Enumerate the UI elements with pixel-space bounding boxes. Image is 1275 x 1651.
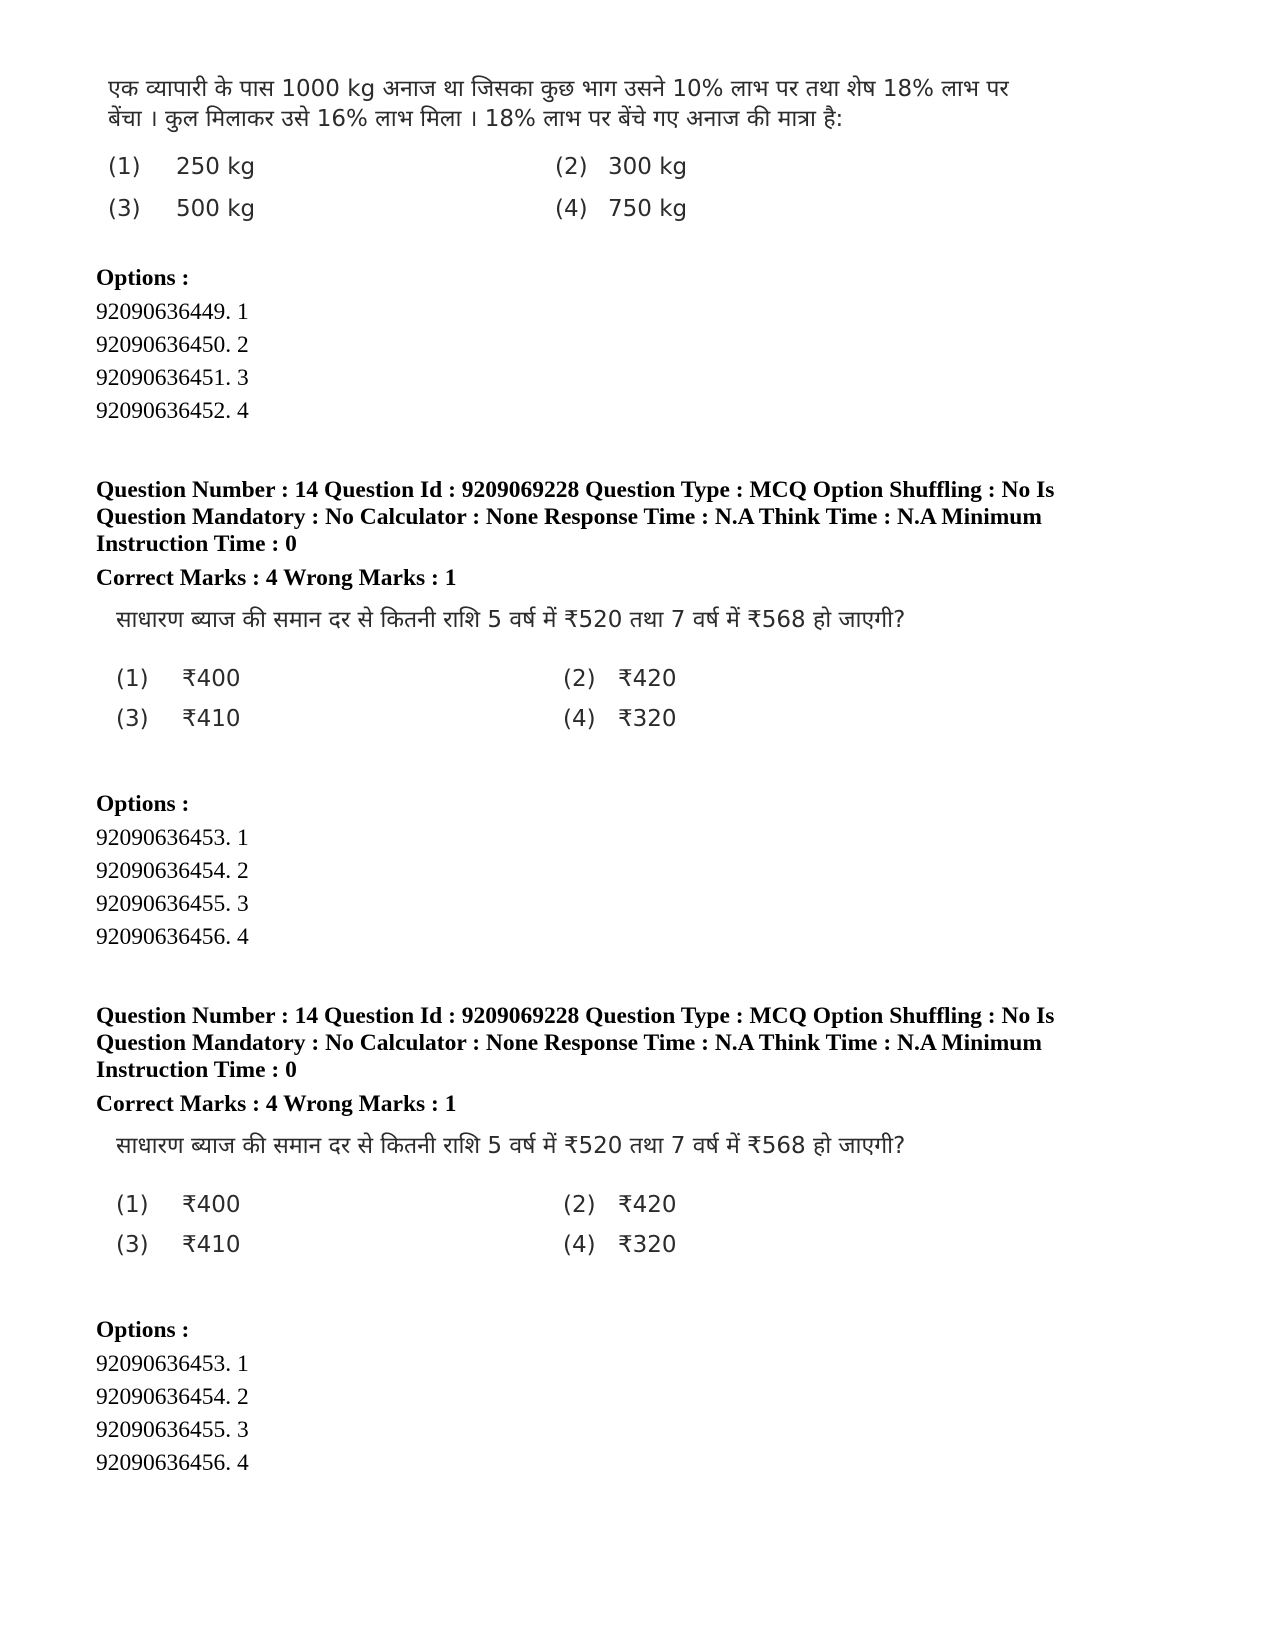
- question-meta-line: Question Number : 14 Question Id : 9209069228 Question Type : MCQ Option Shuffling : No Is: [96, 477, 1055, 503]
- choice-value: ₹400: [182, 1192, 241, 1218]
- choice-value: ₹410: [182, 706, 241, 732]
- choice-number: (3): [108, 196, 141, 222]
- option-id-line: 92090636456. 4: [96, 1450, 249, 1476]
- option-id-line: 92090636454. 2: [96, 1384, 249, 1410]
- question-meta-line: Instruction Time : 0: [96, 531, 297, 557]
- question-text-line: साधारण ब्याज की समान दर से कितनी राशि 5 वर्ष में ₹520 तथा 7 वर्ष में ₹568 हो जाएगी?: [116, 1133, 906, 1159]
- question-meta-line: Question Mandatory : No Calculator : None Response Time : N.A Think Time : N.A Minimum: [96, 504, 1042, 530]
- choice-number: (4): [563, 706, 596, 732]
- question-meta-line: Question Mandatory : No Calculator : None Response Time : N.A Think Time : N.A Minimum: [96, 1030, 1042, 1056]
- choice-value: 250 kg: [176, 154, 256, 180]
- marks-line: Correct Marks : 4 Wrong Marks : 1: [96, 1091, 457, 1117]
- choice-number: (1): [116, 1192, 149, 1218]
- choice-number: (1): [116, 666, 149, 692]
- option-id-line: 92090636456. 4: [96, 924, 249, 950]
- choice-number: (2): [563, 666, 596, 692]
- choice-number: (3): [116, 706, 149, 732]
- choice-value: 300 kg: [608, 154, 688, 180]
- choice-value: ₹400: [182, 666, 241, 692]
- choice-number: (4): [555, 196, 588, 222]
- option-id-line: 92090636454. 2: [96, 858, 249, 884]
- options-label: Options :: [96, 265, 190, 291]
- option-id-line: 92090636451. 3: [96, 365, 249, 391]
- choice-value: 750 kg: [608, 196, 688, 222]
- choice-value: ₹410: [182, 1232, 241, 1258]
- question-text-line: एक व्यापारी के पास 1000 kg अनाज था जिसका कुछ भाग उसने 10% लाभ पर तथा शेष 18% लाभ पर: [108, 76, 1009, 102]
- options-label: Options :: [96, 791, 190, 817]
- option-id-line: 92090636449. 1: [96, 299, 249, 325]
- choice-value: 500 kg: [176, 196, 256, 222]
- option-id-line: 92090636453. 1: [96, 825, 249, 851]
- option-id-line: 92090636455. 3: [96, 891, 249, 917]
- choice-number: (2): [563, 1192, 596, 1218]
- option-id-line: 92090636450. 2: [96, 332, 249, 358]
- choice-number: (3): [116, 1232, 149, 1258]
- question-meta-line: Instruction Time : 0: [96, 1057, 297, 1083]
- question-meta-line: Question Number : 14 Question Id : 9209069228 Question Type : MCQ Option Shuffling : No Is: [96, 1003, 1055, 1029]
- marks-line: Correct Marks : 4 Wrong Marks : 1: [96, 565, 457, 591]
- question-text-line: साधारण ब्याज की समान दर से कितनी राशि 5 वर्ष में ₹520 तथा 7 वर्ष में ₹568 हो जाएगी?: [116, 607, 906, 633]
- choice-number: (2): [555, 154, 588, 180]
- choice-value: ₹320: [618, 1232, 677, 1258]
- choice-number: (4): [563, 1232, 596, 1258]
- option-id-line: 92090636455. 3: [96, 1417, 249, 1443]
- choice-value: ₹320: [618, 706, 677, 732]
- choice-number: (1): [108, 154, 141, 180]
- choice-value: ₹420: [618, 1192, 677, 1218]
- choice-value: ₹420: [618, 666, 677, 692]
- option-id-line: 92090636452. 4: [96, 398, 249, 424]
- options-label: Options :: [96, 1317, 190, 1343]
- option-id-line: 92090636453. 1: [96, 1351, 249, 1377]
- question-text-line: बेंचा । कुल मिलाकर उसे 16% लाभ मिला । 18% लाभ पर बेंचे गए अनाज की मात्रा है:: [108, 106, 844, 132]
